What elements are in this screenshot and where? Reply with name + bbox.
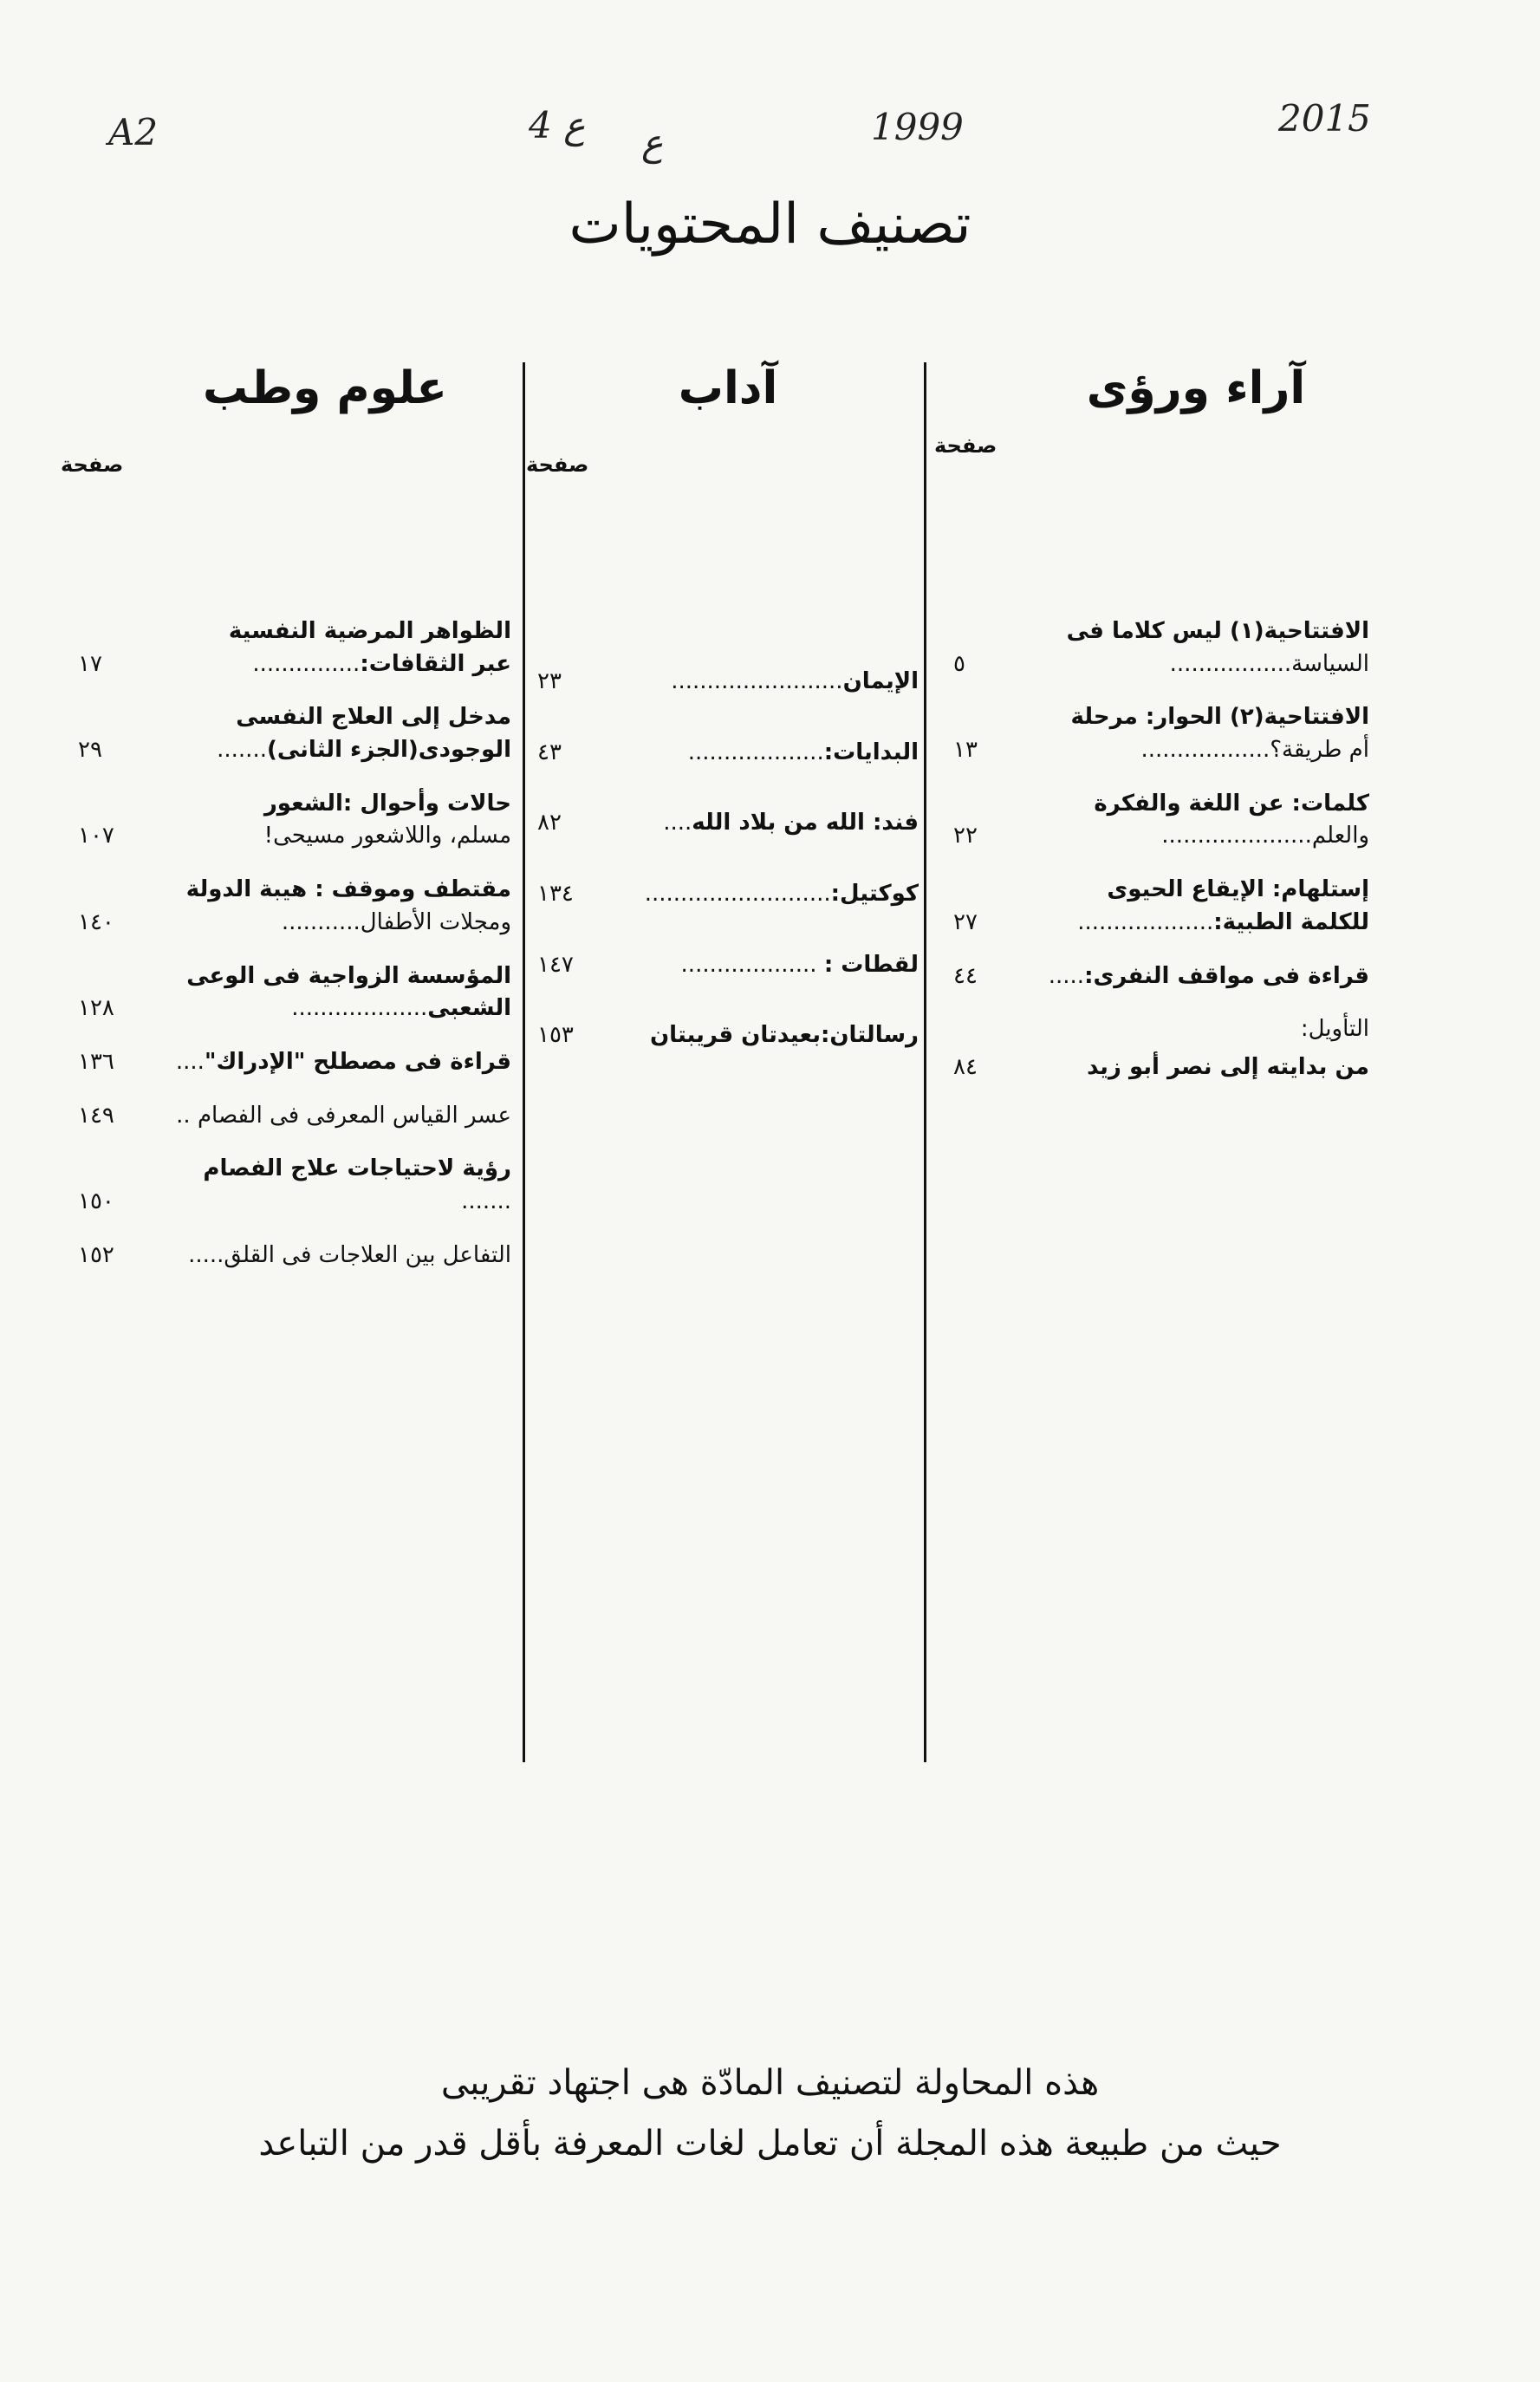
toc-entry: رؤية لاحتياجات علاج الفصام ....... ١٥٠ (78, 1153, 511, 1218)
entry-page: ٤٤ (953, 962, 978, 989)
entry-page: ١٥٣ (537, 1022, 574, 1049)
entry-text: للكلمة الطبية: (1213, 908, 1369, 935)
entry-title: إستلهام: الإيقاع الحيوى (1107, 876, 1369, 903)
entry-text: ومجلات الأطفال (360, 908, 511, 935)
entry-text: الإيمان (842, 668, 919, 694)
toc-entry: مدخل إلى العلاج النفسى الوجودى(الجزء الثانى)....... ٢٩ (78, 701, 511, 766)
column-heading-literature: آداب (678, 362, 778, 414)
column-science (78, 615, 511, 1292)
footer-note-line2: حيث من طبيعة هذه المجلة أن تعامل لغات المعرفة بأقل قدر من التباعد (258, 2124, 1282, 2164)
toc-entry: عسر القياس المعرفى فى الفصام .. ١٤٩ (78, 1100, 511, 1133)
toc-entry (953, 1051, 1369, 1084)
entry-text: أم طريقة؟ (1270, 737, 1369, 764)
entry-title: مقتطف وموقف : هيبة الدولة (185, 876, 511, 903)
entry-page: ١٤٠ (78, 908, 114, 935)
entry-page: ٢٢ (953, 823, 978, 849)
entry-text: من بدايته إلى نصر أبو زيد (1087, 1053, 1369, 1080)
entry-title: حالات وأحوال :الشعور (263, 790, 511, 817)
column-literature (537, 666, 919, 1073)
toc-entry: البدايات:................... ٤٣ (537, 737, 919, 770)
entry-page: ١٣٤ (537, 881, 574, 908)
entry-title: التأويل: (1300, 1016, 1369, 1043)
entry-title: الافتتاحية(٢) الحوار: مرحلة (1070, 704, 1369, 731)
entry-text: فند: الله من بلاد الله (692, 810, 919, 836)
entry-page: ٢٣ (537, 668, 562, 694)
toc-entry: قراءة فى مواقف النفرى:..... ٤٤ (953, 960, 1369, 993)
toc-entry: لقطات : ................... ١٤٧ (537, 949, 919, 982)
toc-entry: المؤسسة الزواجية فى الوعى الشعبى................... ١٢٨ (78, 960, 511, 1025)
page-title: تصنيف المحتويات (569, 192, 971, 257)
toc-entry: إستلهام: الإيقاع الحيوى للكلمة الطبية:................... ٢٧ (953, 874, 1369, 939)
column-heading-opinions: آراء ورؤى (1086, 362, 1306, 414)
entry-text: عبر الثقافات: (360, 650, 511, 677)
entry-text: لقطات : (823, 951, 919, 978)
entry-text: التفاعل بين العلاجات فى القلق (224, 1241, 511, 1268)
column-heading-science: علوم وطب (203, 362, 447, 414)
toc-entry (953, 1013, 1369, 1046)
entry-text: رؤية لاحتياجات علاج الفصام (203, 1155, 511, 1182)
column-divider-left (523, 362, 525, 1762)
entry-page: ٢٧ (953, 908, 978, 935)
entry-page: ١٥٢ (78, 1241, 114, 1268)
toc-entry (78, 788, 511, 853)
toc-entry: فند: الله من بلاد الله.... ٨٢ (537, 807, 919, 840)
toc-entry: الإيمان........................ ٢٣ (537, 666, 919, 699)
entry-text: قراءة فى مصطلح "الإدراك" (204, 1048, 511, 1075)
entry-text: الوجودى(الجزء الثانى) (266, 737, 511, 764)
entry-page: ١٧ (78, 650, 102, 677)
page-label-col2: صفحة (526, 452, 589, 477)
page-label-col1: صفحة (934, 433, 997, 458)
column-opinions (953, 615, 1369, 1105)
entry-text: الشعبى (427, 995, 511, 1022)
entry-page: ٨٤ (953, 1053, 978, 1080)
entry-page: ١٣٦ (78, 1048, 114, 1075)
toc-entry: الافتتاحية(١) ليس كلاما فى السياسة................. ٥ (953, 615, 1369, 680)
entry-text: قراءة فى مواقف النفرى: (1084, 962, 1369, 989)
toc-entry: مقتطف وموقف : هيبة الدولة ومجلات الأطفال........... ١٤٠ (78, 874, 511, 939)
footer-note-line1: هذه المحاولة لتصنيف المادّة هى اجتهاد تقريبى (440, 2063, 1100, 2103)
toc-entry: التفاعل بين العلاجات فى القلق..... ١٥٢ (78, 1240, 511, 1272)
entry-title: المؤسسة الزواجية فى الوعى (186, 962, 511, 989)
toc-entry: كوكتيل:.......................... ١٣٤ (537, 878, 919, 911)
entry-text: السياسة (1291, 650, 1369, 677)
entry-text: والعلم (1311, 823, 1369, 849)
entry-title: الظواهر المرضية النفسية (228, 618, 511, 644)
entry-page: ١٣ (953, 737, 978, 764)
entry-text: كوكتيل: (830, 881, 919, 908)
entry-page: ٥ (953, 650, 965, 677)
handwritten-note-mid: ع 4 (529, 104, 586, 146)
entry-page: ١٤٩ (78, 1102, 114, 1129)
entry-title: كلمات: عن اللغة والفكرة (1094, 790, 1369, 817)
entry-text: البدايات: (823, 739, 919, 765)
toc-entry: الافتتاحية(٢) الحوار: مرحلة أم طريقة؟.................. ١٣ (953, 701, 1369, 766)
toc-entry: كلمات: عن اللغة والفكرة والعلم..................... ٢٢ (953, 788, 1369, 853)
toc-entry (537, 1019, 919, 1052)
handwritten-note-right: 2015 (1278, 97, 1371, 140)
column-divider-right (924, 362, 926, 1762)
entry-page: ١٤٧ (537, 951, 574, 978)
toc-entry: الظواهر المرضية النفسية عبر الثقافات:............... ١٧ (78, 615, 511, 680)
handwritten-note-left: A2 (108, 111, 159, 153)
entry-page: ٨٢ (537, 810, 562, 836)
entry-text: عسر القياس المعرفى فى الفصام (197, 1102, 511, 1129)
entry-page: ١٢٨ (78, 995, 114, 1022)
handwritten-note-mid2: ع (641, 121, 664, 164)
entry-text: رسالتان:بعيدتان قريبتان (649, 1022, 919, 1049)
entry-page: ١٥٠ (78, 1188, 114, 1214)
toc-entry: قراءة فى مصطلح "الإدراك".... ١٣٦ (78, 1046, 511, 1079)
entry-title: الافتتاحية(١) ليس كلاما فى (1066, 618, 1369, 644)
entry-page: ٤٣ (537, 739, 562, 765)
handwritten-year: 1999 (871, 106, 964, 148)
entry-page: ١٠٧ (78, 823, 114, 849)
page-label-col3: صفحة (61, 452, 124, 477)
entry-title: مدخل إلى العلاج النفسى (236, 704, 511, 731)
entry-text: مسلم، واللاشعور مسيحى! (263, 823, 511, 849)
entry-page: ٢٩ (78, 737, 102, 764)
